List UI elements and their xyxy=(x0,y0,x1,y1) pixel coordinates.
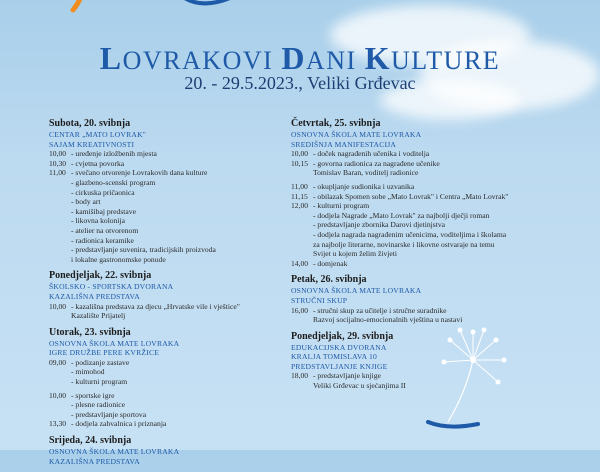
schedule-subitem: - mimohod xyxy=(71,367,105,377)
schedule-time: 11,15 xyxy=(291,191,308,201)
day-block xyxy=(49,327,277,429)
schedule-text: - domjenak xyxy=(313,258,348,268)
schedule-text: - doček nagrađenih učenika i voditelja xyxy=(313,149,430,159)
schedule-subitem: Veliki Grđevac u sjećanjima II xyxy=(313,381,406,391)
schedule-line xyxy=(291,259,556,269)
schedule-subitem: Svijet u kojem želim živjeti xyxy=(313,249,397,259)
day-block xyxy=(291,118,556,268)
schedule-subitem: Kazalište Prijatelj xyxy=(71,311,126,321)
page-subtitle: 20. - 29.5.2023., Veliki Grđevac xyxy=(184,73,416,93)
day-heading: Subota, 20. svibnja xyxy=(49,118,131,129)
day-block xyxy=(49,118,277,264)
schedule-line xyxy=(49,159,277,169)
title-text: ANI xyxy=(305,46,365,75)
schedule-line xyxy=(291,182,556,192)
schedule-line xyxy=(49,358,277,368)
logo-swoosh-icon xyxy=(55,0,255,14)
venue-label: KAZALIŠNA PREDSTAVA xyxy=(49,456,140,466)
schedule-subitem: - likovna kolonija xyxy=(71,216,125,226)
venue-label: PREDSTAVLJANJE KNJIGE xyxy=(291,361,388,371)
day-block xyxy=(49,435,277,466)
schedule-text: - obilazak Spomen sobe „Mato Lovrak" i Centra „Mato Lovrak" xyxy=(313,191,509,201)
schedule-time: 10,30 xyxy=(49,158,67,168)
venue-label: SREDIŠNJA MANIFESTACIJA xyxy=(291,139,397,149)
schedule-time: 11,00 xyxy=(291,181,308,191)
schedule-text: - uređenje izložbenih mjesta xyxy=(71,149,157,159)
schedule-subitem: - plesne radionice xyxy=(71,400,125,410)
schedule-text: - kulturni program xyxy=(313,201,370,211)
schedule-text: - dodjela zahvalnica i priznanja xyxy=(71,419,167,429)
schedule-subitem: Tomislav Baran, voditelj radionice xyxy=(313,168,419,178)
schedule-subitem: - kulturni program xyxy=(71,377,128,387)
title-text: OVRAKOVI xyxy=(122,46,282,75)
day-block xyxy=(49,270,277,320)
schedule-time: 13,30 xyxy=(49,419,67,429)
schedule-time: 12,00 xyxy=(291,201,309,211)
schedule-subitem: - cirkuska pričaonica xyxy=(71,187,135,197)
venue-label: IGRE DRUŽBE PERE KVRŽICE xyxy=(49,348,160,358)
title-initial: D xyxy=(281,40,306,76)
schedule-time: 18,00 xyxy=(291,371,309,381)
day-heading: Ponedjeljak, 22. svibnja xyxy=(49,270,152,282)
schedule-time: 10,00 xyxy=(49,149,67,159)
venue-label: OSNOVNA ŠKOLA MATE LOVRAKA xyxy=(291,286,422,296)
schedule-subitem: - predstavljanje sportova xyxy=(71,409,147,419)
schedule-time: 10,00 xyxy=(49,390,67,400)
schedule-time: 16,00 xyxy=(291,305,309,315)
venue-label: OSNOVNA ŠKOLA MATE LOVRAKA xyxy=(49,447,180,457)
schedule-subitem: - predstavljanje suvenira, tradicijskih proizvoda xyxy=(71,245,216,255)
venue-label: OSNOVNA ŠKOLA MATE LOVRAKA xyxy=(49,338,180,348)
schedule-text: - svečano otvorenje Lovrakovih dana kulture xyxy=(71,168,208,178)
day-heading: Utorak, 23. svibnja xyxy=(49,326,131,338)
schedule-line xyxy=(49,168,277,178)
schedule-subitem: i lokalne gastronomske ponude xyxy=(71,254,166,264)
schedule-line xyxy=(291,159,556,169)
schedule-line xyxy=(291,201,556,211)
schedule-subitem: - glazbeno-scenski program xyxy=(71,177,156,187)
schedule-subitem: Razvoj socijalno-emocionalnih vještina u nastavi xyxy=(313,315,463,325)
program-column-left xyxy=(49,116,277,472)
schedule-subitem: - body art xyxy=(71,197,101,207)
schedule-time: 10,00 xyxy=(291,149,309,159)
schedule-subitem: - kamišibaj predstave xyxy=(71,206,136,216)
schedule-text: - podizanje zastave xyxy=(71,357,130,367)
venue-label: ŠKOLSKO - SPORTSKA DVORANA xyxy=(49,282,174,292)
day-heading: Četvrtak, 25. svibnja xyxy=(291,118,381,129)
schedule-subitem: - radionica keramike xyxy=(71,235,134,245)
venue-label: STRUČNI SKUP xyxy=(291,295,348,305)
schedule-text: - okupljanje sudionika i uzvanika xyxy=(313,181,415,191)
schedule-line xyxy=(291,192,556,202)
title-initial: L xyxy=(99,40,123,76)
schedule-subitem: - dodjela nagrada nagrađenim učenicima, voditeljima i školama xyxy=(313,229,507,239)
schedule-time: 14,00 xyxy=(291,258,309,268)
dandelion-icon xyxy=(408,312,538,432)
venue-label: EDUKACIJSKA DVORANA xyxy=(291,342,387,352)
schedule-line xyxy=(49,391,277,401)
schedule-text: - cvjetna povorka xyxy=(71,158,125,168)
schedule-time: 11,00 xyxy=(49,168,66,178)
venue-label: KRALJA TOMISLAVA 10 xyxy=(291,352,377,362)
schedule-line xyxy=(49,302,277,312)
schedule-subitem: - atelier na otvorenom xyxy=(71,225,139,235)
schedule-text: - predstavljanje knjige xyxy=(313,371,381,381)
day-heading: Ponedjeljak, 29. svibnja xyxy=(291,330,394,342)
schedule-line xyxy=(291,149,556,159)
schedule-subitem: - predstavljanje zbornika Darovi djetinjstva xyxy=(313,220,446,230)
schedule-time: 09,00 xyxy=(49,357,67,367)
venue-label: SAJAM KREATIVNOSTI xyxy=(49,139,135,149)
day-heading: Petak, 26. svibnja xyxy=(291,274,367,286)
schedule-subitem: za najbolje literarne, novinarske i likovne ostvaraje na temu xyxy=(313,239,495,249)
schedule-subitem: - dodjela Nagrade „Mato Lovrak" za najbolji dječji roman xyxy=(313,210,490,220)
venue-label: CENTAR „MATO LOVRAK" xyxy=(49,130,147,139)
schedule-text: - govorna radionica za nagrađene učenike xyxy=(313,158,440,168)
schedule-line xyxy=(49,149,277,159)
schedule-time: 10,15 xyxy=(291,158,309,168)
schedule-time: 10,00 xyxy=(49,301,67,311)
schedule-text: - kazališna predstava za djecu „Hrvatske vile i vještice" xyxy=(71,301,240,311)
schedule-text: - stručni skup za učitelje i stručne suradnike xyxy=(313,305,447,315)
page-title xyxy=(0,40,600,77)
schedule-text: - sportske igre xyxy=(71,390,115,400)
title-initial: K xyxy=(364,40,392,76)
venue-label: OSNOVNA ŠKOLA MATE LOVRAKA xyxy=(291,130,422,139)
venue-label: KAZALIŠNA PREDSTAVA xyxy=(49,291,140,301)
day-heading: Srijeda, 24. svibnja xyxy=(49,435,132,447)
schedule-line xyxy=(49,419,277,429)
title-text: ULTURE xyxy=(391,46,501,75)
